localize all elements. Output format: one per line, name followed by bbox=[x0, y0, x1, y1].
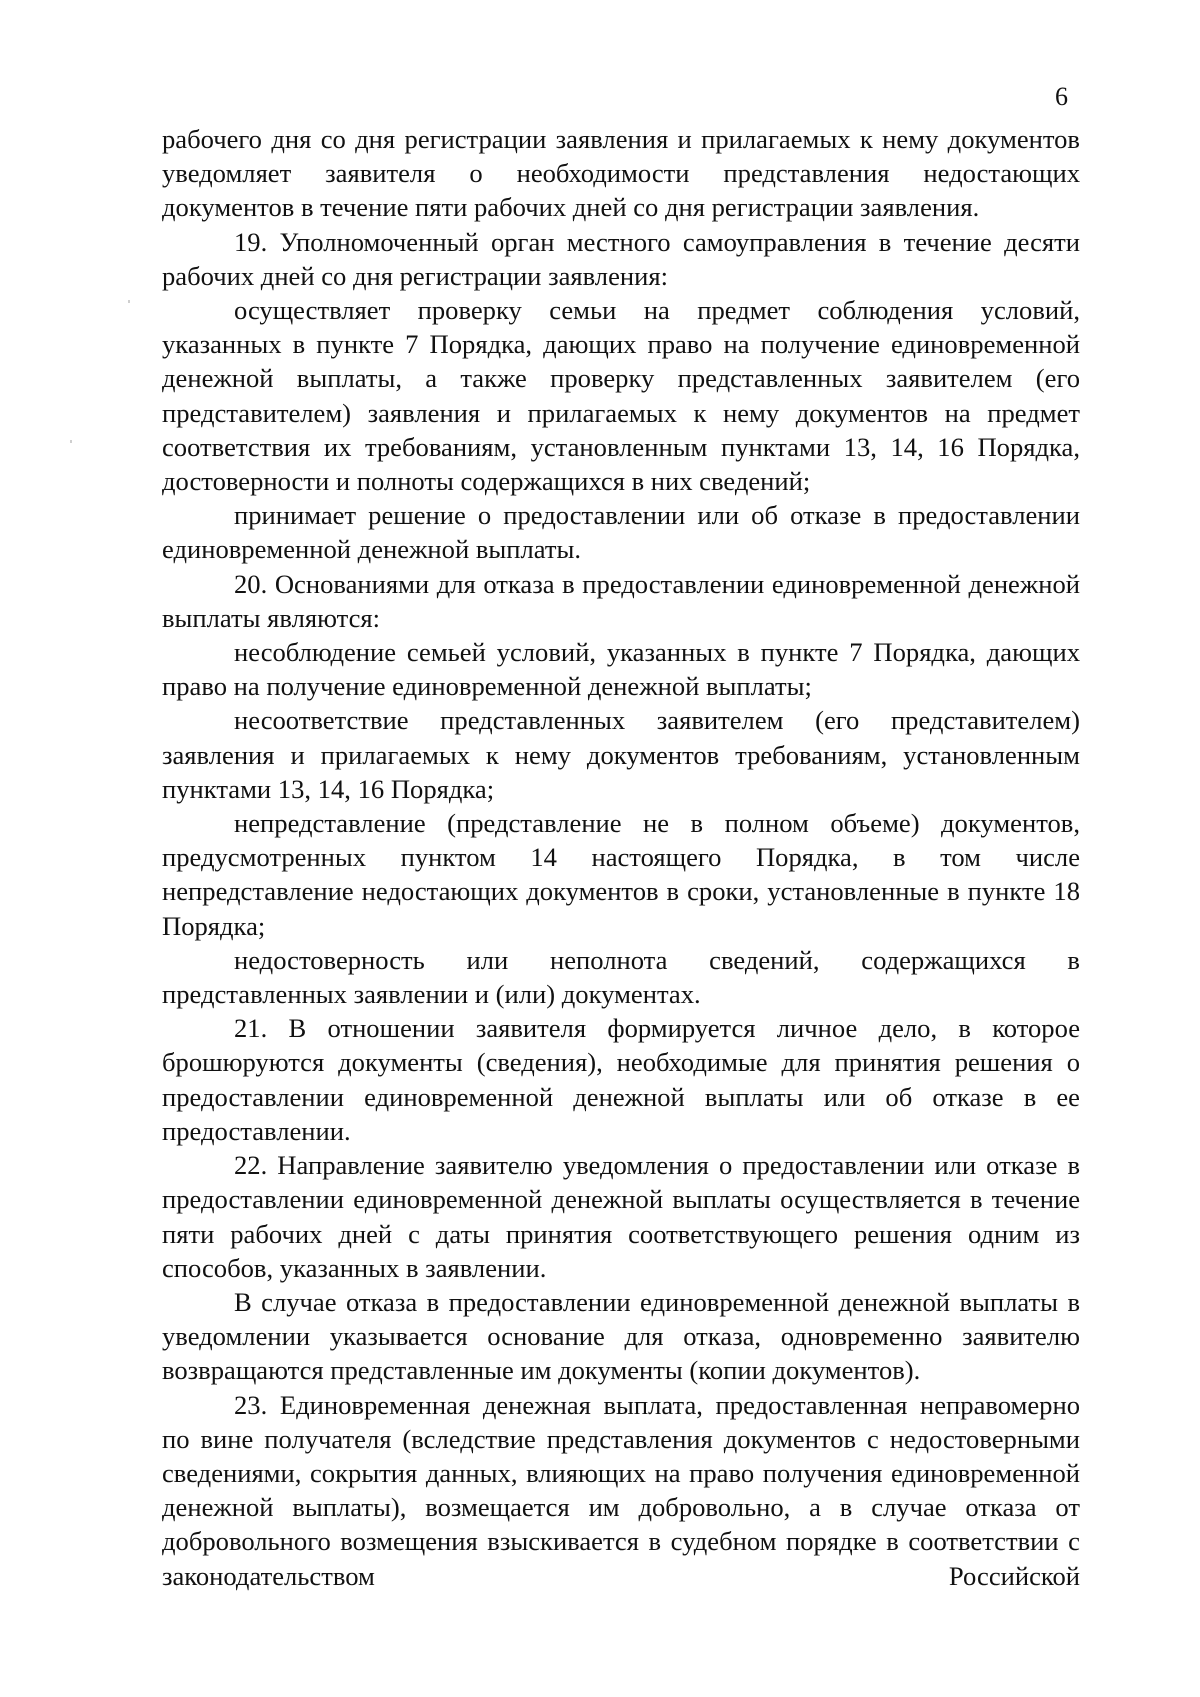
page-number: 6 bbox=[1055, 82, 1068, 111]
paragraph-item-20: 20. Основаниями для отказа в предоставлении единовременной денежной выплаты являются: bbox=[162, 568, 1080, 633]
paragraph-decision: принимает решение о предоставлении или об отказе в предоставлении единовременной денежной выплаты. bbox=[162, 500, 1080, 565]
paragraph-item-19: 19. Уполномоченный орган местного самоуправления в течение десяти рабочих дней со дня регистрации заявления: bbox=[162, 226, 1080, 291]
paragraph-refusal-reason-4: недостоверность или неполнота сведений, содержащихся в представленных заявлении и (или) документах. bbox=[162, 944, 1080, 1010]
paragraph-refusal-reason-1: несоблюдение семьей условий, указанных в пункте 7 Порядка, дающих право на получение единовременной денежной выплаты; bbox=[162, 637, 1080, 702]
paragraph-item-23: 23. Единовременная денежная выплата, предоставленная неправомерно по вине получателя (вследствие представления документов с недостоверными сведениями, сокрытия данных, влияющих на право получения единовременной денежной выплаты), возмещается им добровольно, а в случае отказа от добровольного возмещения взыскивается в судебном порядке в соответствии с законодательством Российской bbox=[162, 1389, 1080, 1591]
paragraph-continuation: рабочего дня со дня регистрации заявления и прилагаемых к нему документов уведомляет заявителя о необходимости представления недостающих документов в течение пяти рабочих дней со дня регистрации заявления. bbox=[162, 124, 1080, 223]
paragraph-refusal-notice: В случае отказа в предоставлении единовременной денежной выплаты в уведомлении указывается основание для отказа, одновременно заявителю возвращаются представленные им документы (копии документов). bbox=[162, 1286, 1080, 1386]
scan-artifact bbox=[70, 440, 72, 443]
paragraph-check-family: осуществляет проверку семьи на предмет соблюдения условий, указанных в пункте 7 Порядка, дающих право на получение единовременной денежной выплаты, а также проверку представленных заявителем (его представителем) заявления и прилагаемых к нему документов на предмет соответствия их требованиям, установленным пунктами 13, 14, 16 Порядка, достоверности и полноты содержащихся в них сведений; bbox=[162, 295, 1080, 497]
document-body bbox=[162, 122, 1080, 1593]
paragraph-refusal-reason-2: несоответствие представленных заявителем (его представителем) заявления и прилагаемых к нему документов требованиям, установленным пунктами 13, 14, 16 Порядка; bbox=[162, 705, 1080, 804]
paragraph-item-22: 22. Направление заявителю уведомления о предоставлении или отказе в предоставлении единовременной денежной выплаты осуществляется в течение пяти рабочих дней с даты принятия соответствующего решения одним из способов, указанных в заявлении. bbox=[162, 1150, 1080, 1283]
paragraph-refusal-reason-3: непредставление (представление не в полном объеме) документов, предусмотренных пунктом 14 настоящего Порядка, в том числе непредставление недостающих документов в сроки, установленные в пункте 18 Порядка; bbox=[162, 808, 1080, 941]
paragraph-item-21: 21. В отношении заявителя формируется личное дело, в которое брошюруются документы (сведения), необходимые для принятия решения о предоставлении единовременной денежной выплаты или об отказе в ее предоставлении. bbox=[162, 1013, 1080, 1146]
scan-artifact bbox=[128, 300, 130, 303]
